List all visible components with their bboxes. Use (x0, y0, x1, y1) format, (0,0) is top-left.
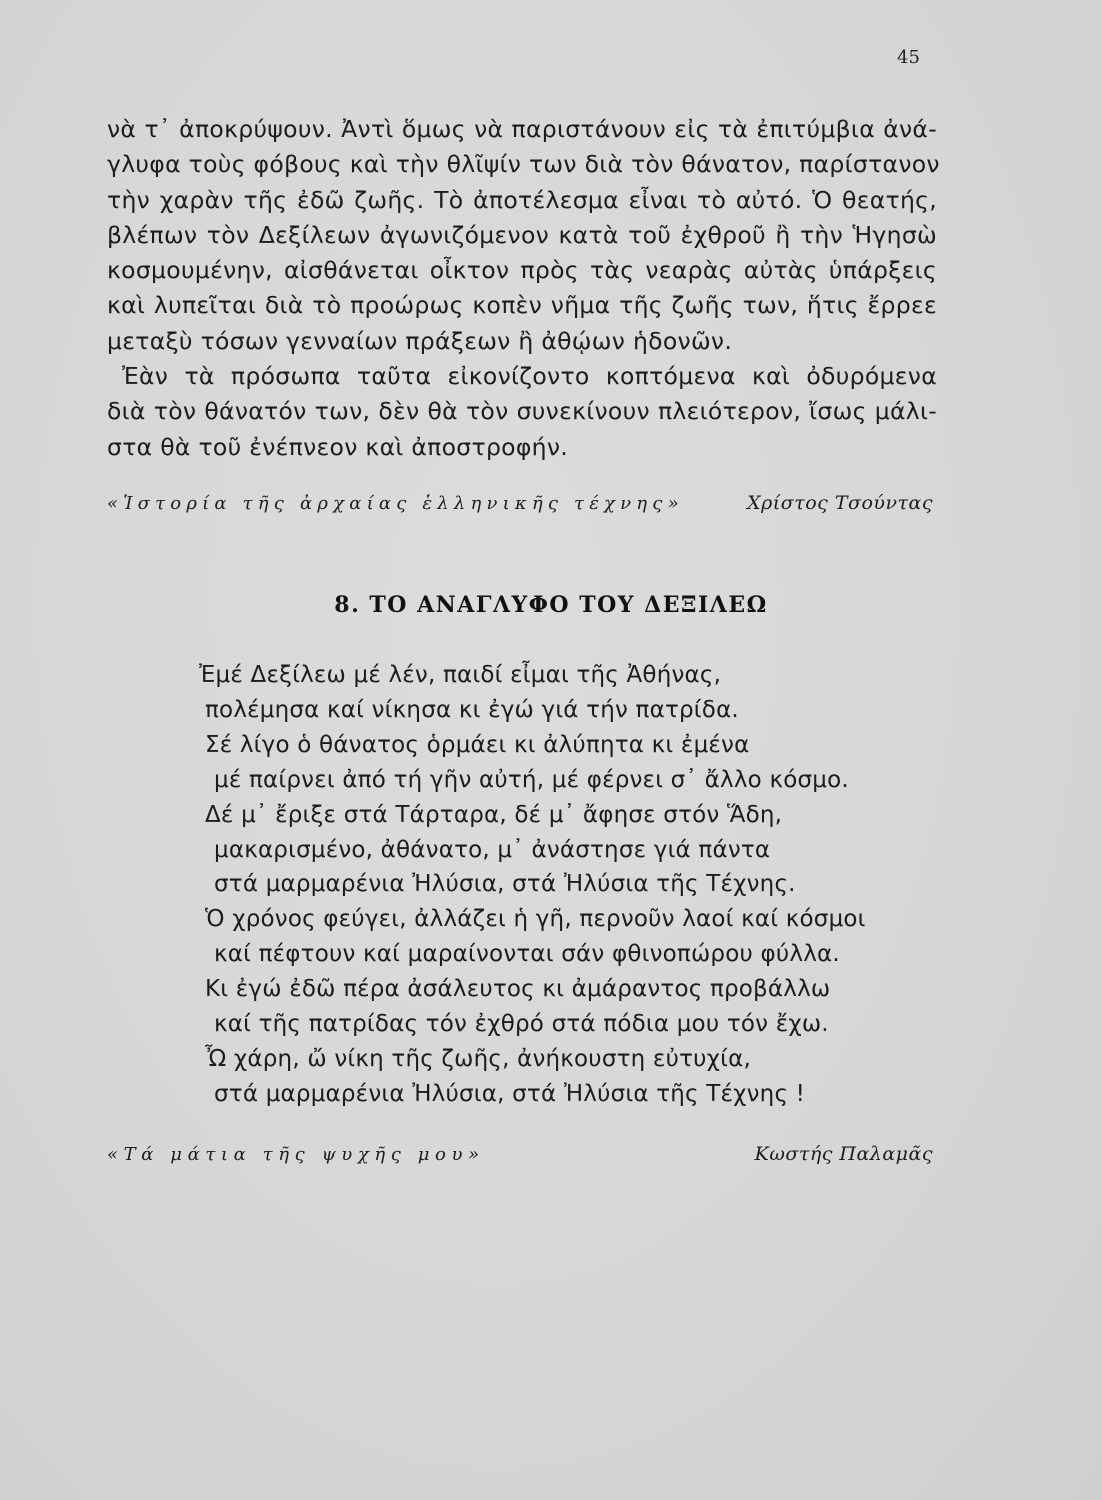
citation-tsountas (107, 492, 933, 514)
prose-line: νὰ τ᾽ ἀποκρύψουν. Ἀντὶ ὅμως νὰ παριστάνουν εἰς τὰ ἐπιτύμβια ἀνά- (107, 115, 937, 143)
poem-line: Ἐμέ Δεξίλεω μέ λέν, παιδί εἶμαι τῆς Ἀθήνας, (199, 662, 722, 688)
prose-line: γλυφα τοὺς φόβους καὶ τὴν θλῖψίν των διὰ τὸν θάνατον, παρίστανον (107, 150, 940, 179)
prose-line: βλέπων τὸν Δεξίλεων ἀγωνιζόμενον κατὰ τοῦ ἐχθροῦ ἢ τὴν Ἡγησὼ (107, 220, 937, 249)
prose-line: μεταξὺ τόσων γενναίων πράξεων ἢ ἀθῴων ἡδονῶν. (107, 326, 733, 355)
poem-line: Σέ λίγο ὁ θάνατος ὁρμάει κι ἀλύπητα κι ἐμένα (205, 731, 750, 758)
prose-text (107, 112, 940, 465)
citation-work-title: «Τά μάτια τῆς ψυχῆς μου» (107, 1144, 485, 1165)
prose-line: στα θὰ τοῦ ἐνέπνεον καὶ ἀποστροφήν. (107, 432, 569, 461)
poem-line: Ὁ χρόνος φεύγει, ἀλλάζει ἡ γῆ, περνοῦν λαοί καί κόσμοι (205, 906, 866, 933)
citation-palamas (107, 1143, 933, 1165)
poem-line: καί πέφτουν καί μαραίνονται σάν φθινοπώρου φύλλα. (214, 941, 840, 968)
poem-line: Δέ μ᾽ ἔριξε στά Τάρταρα, δέ μ᾽ ἄφησε στόν Ἅδη, (205, 801, 783, 828)
poem-line: Ὦ χάρη, ὤ νίκη τῆς ζωῆς, ἀνήκουστη εὐτυχία, (205, 1045, 751, 1072)
citation-work-title: «Ἱστορία τῆς ἀρχαίας ἑλληνικῆς τέχνης» (107, 493, 684, 514)
citation-author: Χρίστος Τσούντας (747, 492, 933, 514)
poem-line: μακαρισμένο, ἀθάνατο, μ᾽ ἀνάστησε γιά πάντα (214, 836, 771, 863)
citation-author: Κωστής Παλαμᾶς (754, 1143, 933, 1165)
prose-line: διὰ τὸν θάνατόν των, δὲν θὰ τὸν συνεκίνουν πλειότερον, ἴσως μάλι- (107, 397, 937, 426)
poem-line: πολέμησα καί νίκησα κι ἐγώ γιά τήν πατρίδα. (205, 696, 739, 723)
page-number: 45 (897, 47, 920, 68)
section-heading: 8. ΤΟ ΑΝΑΓΛΥΦΟ ΤΟΥ ΔΕΞΙΛΕΩ (334, 592, 768, 618)
poem-line: στά μαρμαρένια Ἠλύσια, στά Ἠλύσια τῆς Τέχνης. (214, 871, 796, 898)
prose-paragraph-1 (107, 112, 940, 359)
poem-line: καί τῆς πατρίδας τόν ἐχθρό στά πόδια μου τόν ἔχω. (214, 1011, 829, 1038)
poem-line: Κι ἐγώ ἐδῶ πέρα ἀσάλευτος κι ἀμάραντος προβάλλω (205, 976, 831, 1003)
prose-line: τὴν χαρὰν τῆς ἐδῶ ζωῆς. Τὸ ἀποτέλεσμα εἶναι τὸ αὐτό. Ὁ θεατής, (107, 185, 937, 214)
poem-line: στά μαρμαρένια Ἠλύσια, στά Ἠλύσια τῆς Τέχνης ! (214, 1080, 806, 1107)
prose-line: καὶ λυπεῖται διὰ τὸ προώρως κοπὲν νῆμα τῆς ζωῆς των, ἥτις ἔρρεε (107, 291, 937, 320)
poem (199, 658, 866, 1112)
prose-line: κοσμουμένην, αἰσθάνεται οἶκτον πρὸς τὰς νεαρὰς αὐτὰς ὑπάρξεις (107, 256, 937, 285)
prose-line: Ἐὰν τὰ πρόσωπα ταῦτα εἰκονίζοντο κοπτόμενα καὶ ὀδυρόμενα (122, 362, 937, 391)
poem-line: μέ παίρνει ἀπό τή γῆν αὐτή, μέ φέρνει σ᾽ ἄλλο κόσμο. (214, 766, 849, 793)
prose-paragraph-2 (107, 359, 937, 465)
